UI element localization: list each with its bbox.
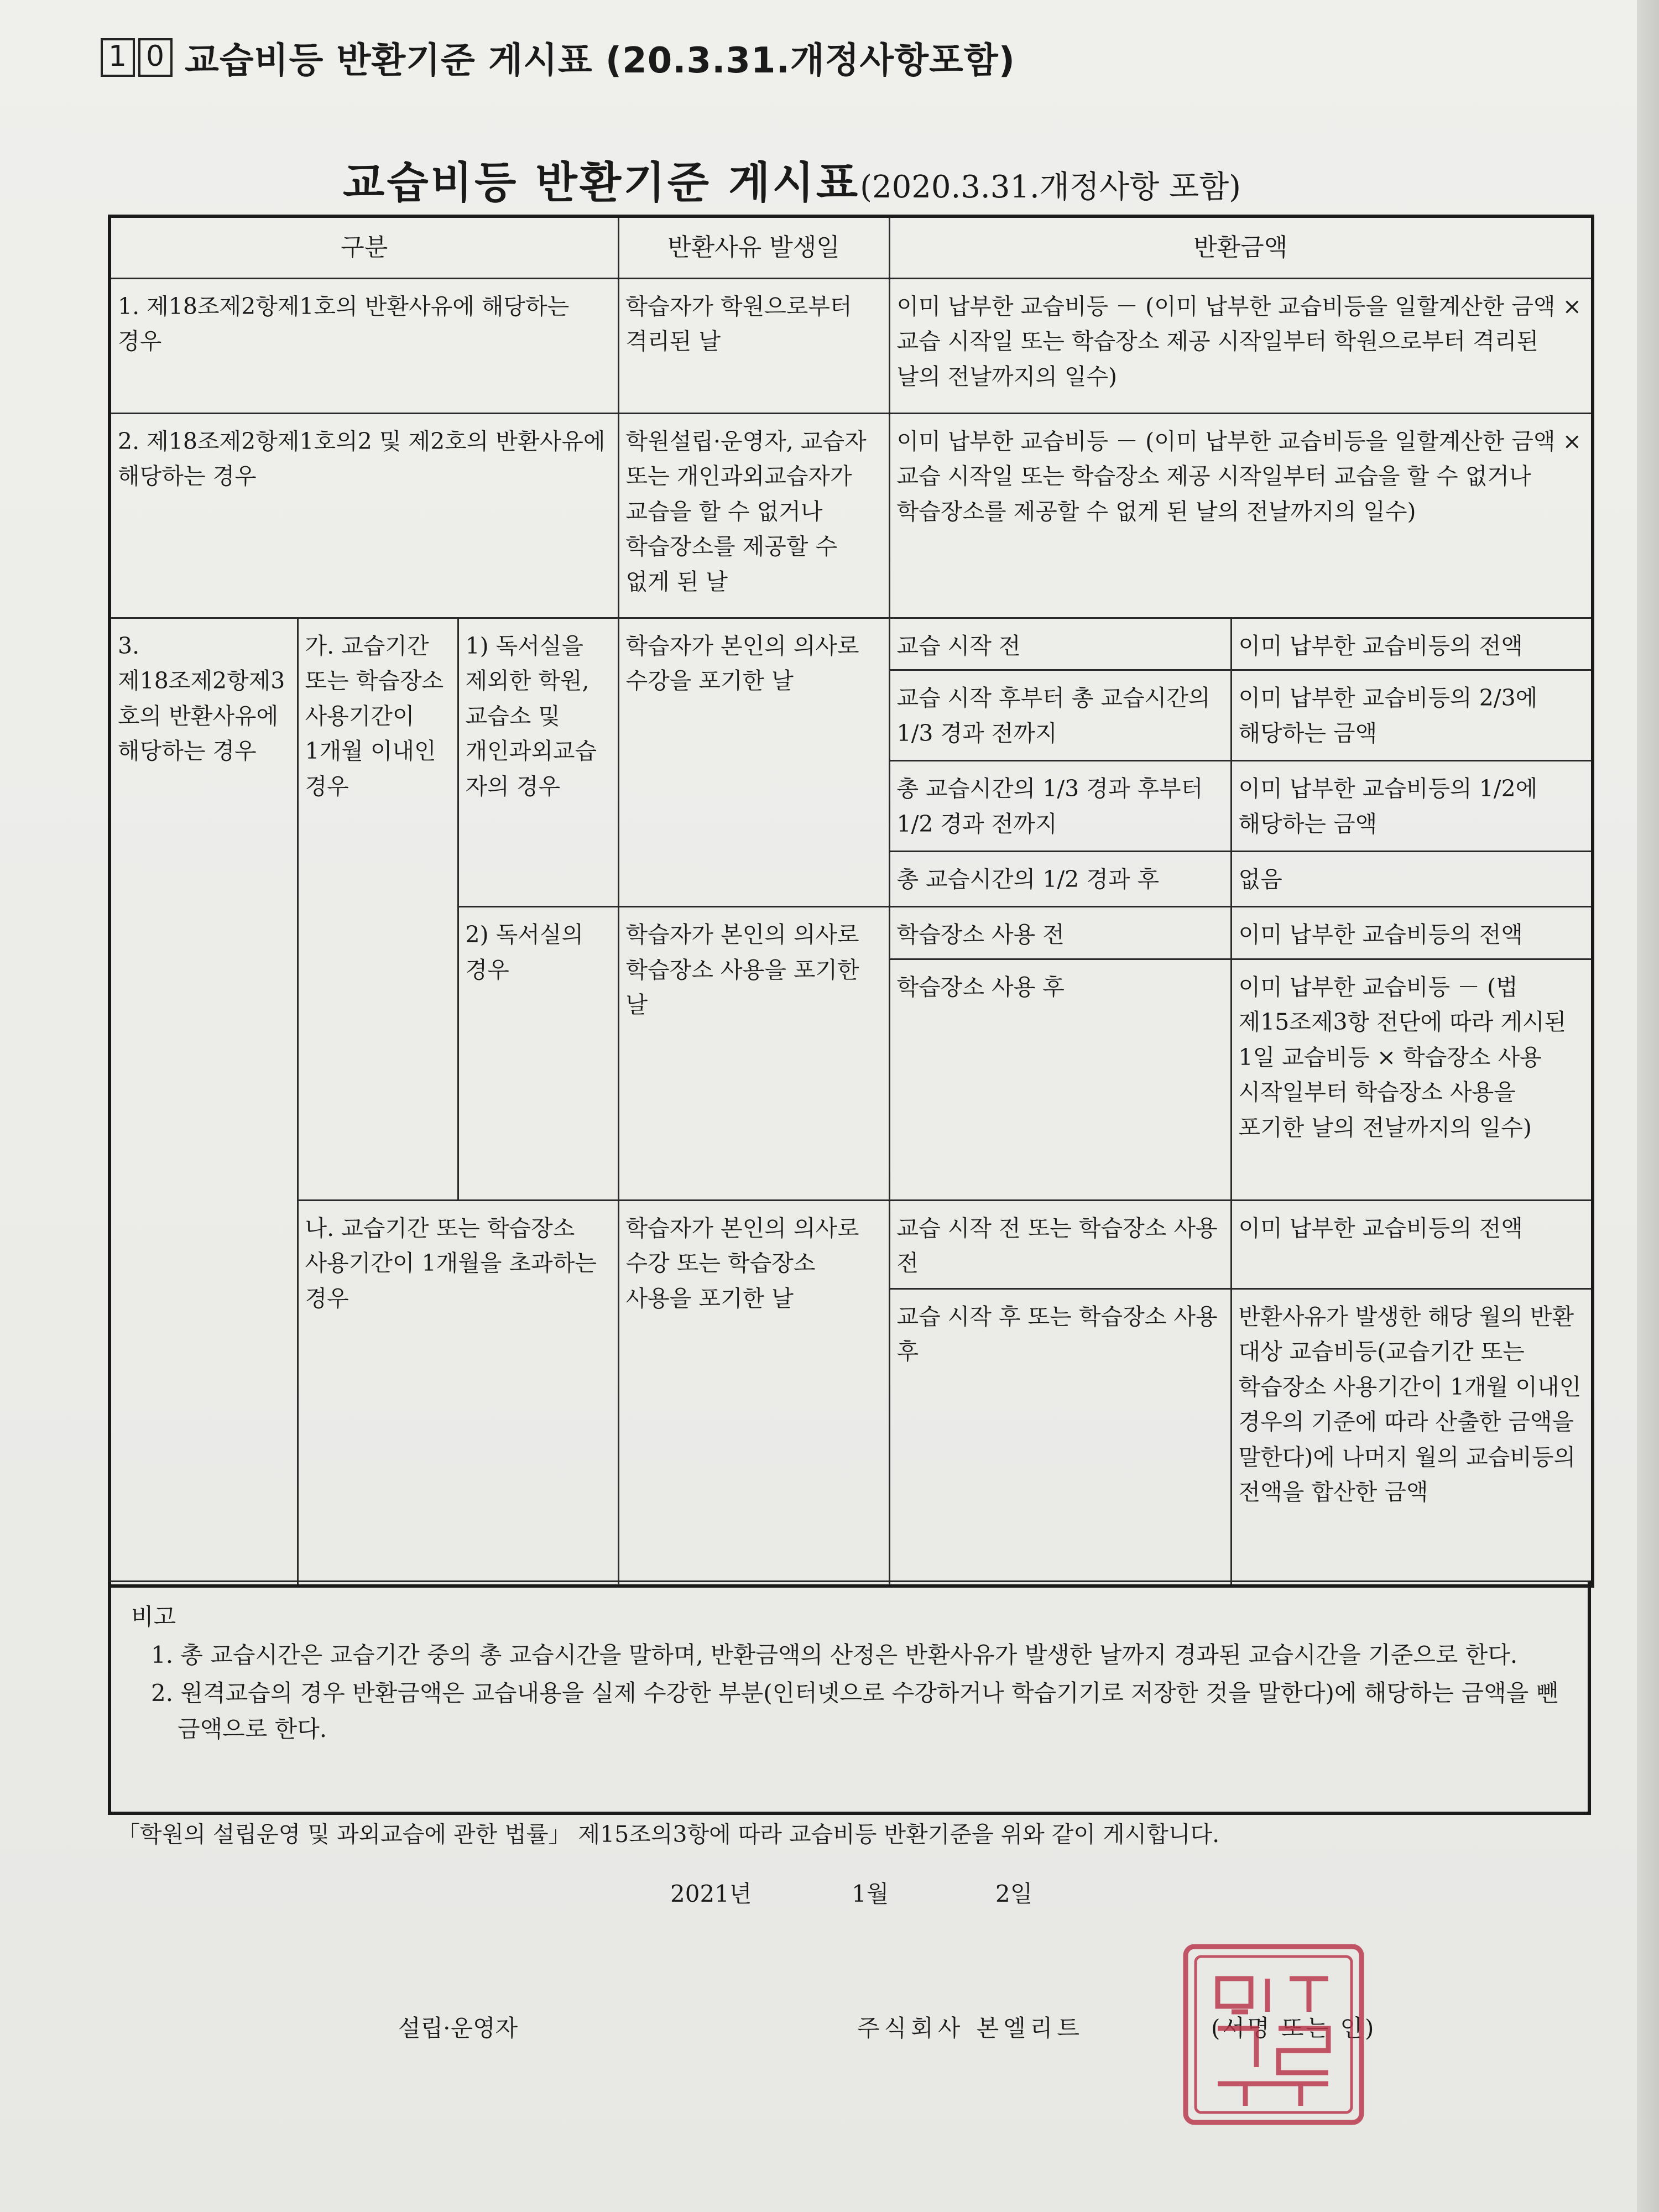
row2-occurrence: 학원설립·운영자, 교습자 또는 개인과외교습자가 교습을 할 수 없거나 학습장소를 제공할 수 없게 된 날 xyxy=(618,413,889,618)
ga2-when: 학습장소 사용 후 xyxy=(889,959,1231,1200)
ga2-amount: 이미 납부한 교습비등의 전액 xyxy=(1231,907,1593,959)
table-row xyxy=(109,1200,1593,1288)
signature-note: (서명 또는 인) xyxy=(1211,2015,1376,2042)
company-seal-stamp xyxy=(1179,1940,1368,2129)
section-header xyxy=(101,32,1015,83)
row3-ga-label: 가. 교습기간 또는 학습장소 사용기간이 1개월 이내인 경우 xyxy=(298,618,458,1200)
header-occurrence: 반환사유 발생일 xyxy=(618,216,889,278)
ga1-amount: 이미 납부한 교습비등의 전액 xyxy=(1231,618,1593,670)
ga1-amount: 이미 납부한 교습비등의 2/3에 해당하는 금액 xyxy=(1231,670,1593,761)
company-name: 주식회사 본엘리트 xyxy=(857,2015,1084,2042)
date-year: 2021년 xyxy=(670,1880,752,1907)
date-month: 1월 xyxy=(852,1880,889,1907)
ga2-amount: 이미 납부한 교습비등 － (법 제15조제3항 전단에 따라 게시된 1일 교습비등 × 학습장소 사용 시작일부터 학습장소 사용을 포기한 날의 전날까지의 일수) xyxy=(1231,959,1593,1200)
ga1-when: 교습 시작 후부터 총 교습시간의 1/3 경과 전까지 xyxy=(889,670,1231,761)
table-row xyxy=(109,413,1593,618)
row3-ga1-occurrence: 학습자가 본인의 의사로 수강을 포기한 날 xyxy=(618,618,889,907)
ga1-when: 교습 시작 전 xyxy=(889,618,1231,670)
header-amount: 반환금액 xyxy=(889,216,1593,278)
posting-statement: 「학원의 설립운영 및 과외교습에 관한 법률」 제15조의3항에 따라 교습비등 반환기준을 위와 같이 게시합니다. xyxy=(117,1821,1220,1848)
table-header-row xyxy=(109,216,1593,278)
na-amount: 이미 납부한 교습비등의 전액 xyxy=(1231,1200,1593,1288)
row3-ga2-occurrence: 학습자가 본인의 의사로 학습장소 사용을 포기한 날 xyxy=(618,907,889,1201)
row3-na-occurrence: 학습자가 본인의 의사로 수강 또는 학습장소 사용을 포기한 날 xyxy=(618,1200,889,1586)
notes-box xyxy=(108,1580,1591,1815)
section-header-text: 교습비등 반환기준 게시표 (20.3.31.개정사항포함) xyxy=(185,40,1015,81)
title-main: 교습비등 반환기준 게시표 xyxy=(343,158,860,208)
row1-amount: 이미 납부한 교습비등 － (이미 납부한 교습비등을 일할계산한 금액 × 교습 시작일 또는 학습장소 제공 시작일부터 학원으로부터 격리된 날의 전날까지의 일수) xyxy=(889,278,1593,413)
row1-category: 1. 제18조제2항제1호의 반환사유에 해당하는 경우 xyxy=(109,278,618,413)
note-item: 1. 총 교습시간은 교습기간 중의 총 교습시간을 말하며, 반환금액의 산정은 반환사유가 발생한 날까지 경과된 교습시간을 기준으로 한다. xyxy=(151,1641,1518,1669)
na-when: 교습 시작 후 또는 학습장소 사용 후 xyxy=(889,1288,1231,1586)
date-day: 2일 xyxy=(995,1880,1033,1907)
table-row xyxy=(109,278,1593,413)
ga2-when: 학습장소 사용 전 xyxy=(889,907,1231,959)
row3-category: 3. 제18조제2항제3호의 반환사유에 해당하는 경우 xyxy=(109,618,298,1586)
section-number-digit: 1 xyxy=(101,38,135,77)
row3-na-label: 나. 교습기간 또는 학습장소 사용기간이 1개월을 초과하는 경우 xyxy=(298,1200,618,1586)
row1-occurrence: 학습자가 학원으로부터 격리된 날 xyxy=(618,278,889,413)
note-item: 2. 원격교습의 경우 반환금액은 교습내용을 실제 수강한 부분(인터넷으로 수강하거나 학습기기로 저장한 것을 말한다)에 해당하는 금액을 뺀 금액으로 한다. xyxy=(151,1679,1559,1743)
row2-category: 2. 제18조제2항제1호의2 및 제2호의 반환사유에 해당하는 경우 xyxy=(109,413,618,618)
row3-ga2-label: 2) 독서실의 경우 xyxy=(458,907,618,1201)
ga1-amount: 이미 납부한 교습비등의 1/2에 해당하는 금액 xyxy=(1231,761,1593,852)
ga1-when: 총 교습시간의 1/3 경과 후부터 1/2 경과 전까지 xyxy=(889,761,1231,852)
header-category: 구분 xyxy=(109,216,618,278)
refund-table xyxy=(108,215,1594,1588)
notes-heading: 비고 xyxy=(131,1603,176,1630)
section-number-digit: 0 xyxy=(138,38,173,77)
title-sub: (2020.3.31.개정사항 포함) xyxy=(860,169,1241,205)
document-title xyxy=(343,148,1241,210)
ga1-when: 총 교습시간의 1/2 경과 후 xyxy=(889,852,1231,907)
row2-amount: 이미 납부한 교습비등 － (이미 납부한 교습비등을 일할계산한 금액 × 교습 시작일 또는 학습장소 제공 시작일부터 교습을 할 수 없거나 학습장소를 제공할 수 없게 된 날의 전날까지의 일수) xyxy=(889,413,1593,618)
row3-ga1-label: 1) 독서실을 제외한 학원, 교습소 및 개인과외교습자의 경우 xyxy=(458,618,618,907)
sheet-edge-shadow xyxy=(1637,0,1659,2212)
table-row xyxy=(109,618,1593,670)
operator-label: 설립·운영자 xyxy=(398,2015,518,2042)
na-amount: 반환사유가 발생한 해당 월의 반환 대상 교습비등(교습기간 또는 학습장소 사용기간이 1개월 이내인 경우의 기준에 따라 산출한 금액을 말한다)에 나머지 월의 교습비등의 전액을 합산한 금액 xyxy=(1231,1288,1593,1586)
na-when: 교습 시작 전 또는 학습장소 사용 전 xyxy=(889,1200,1231,1288)
ga1-amount: 없음 xyxy=(1231,852,1593,907)
